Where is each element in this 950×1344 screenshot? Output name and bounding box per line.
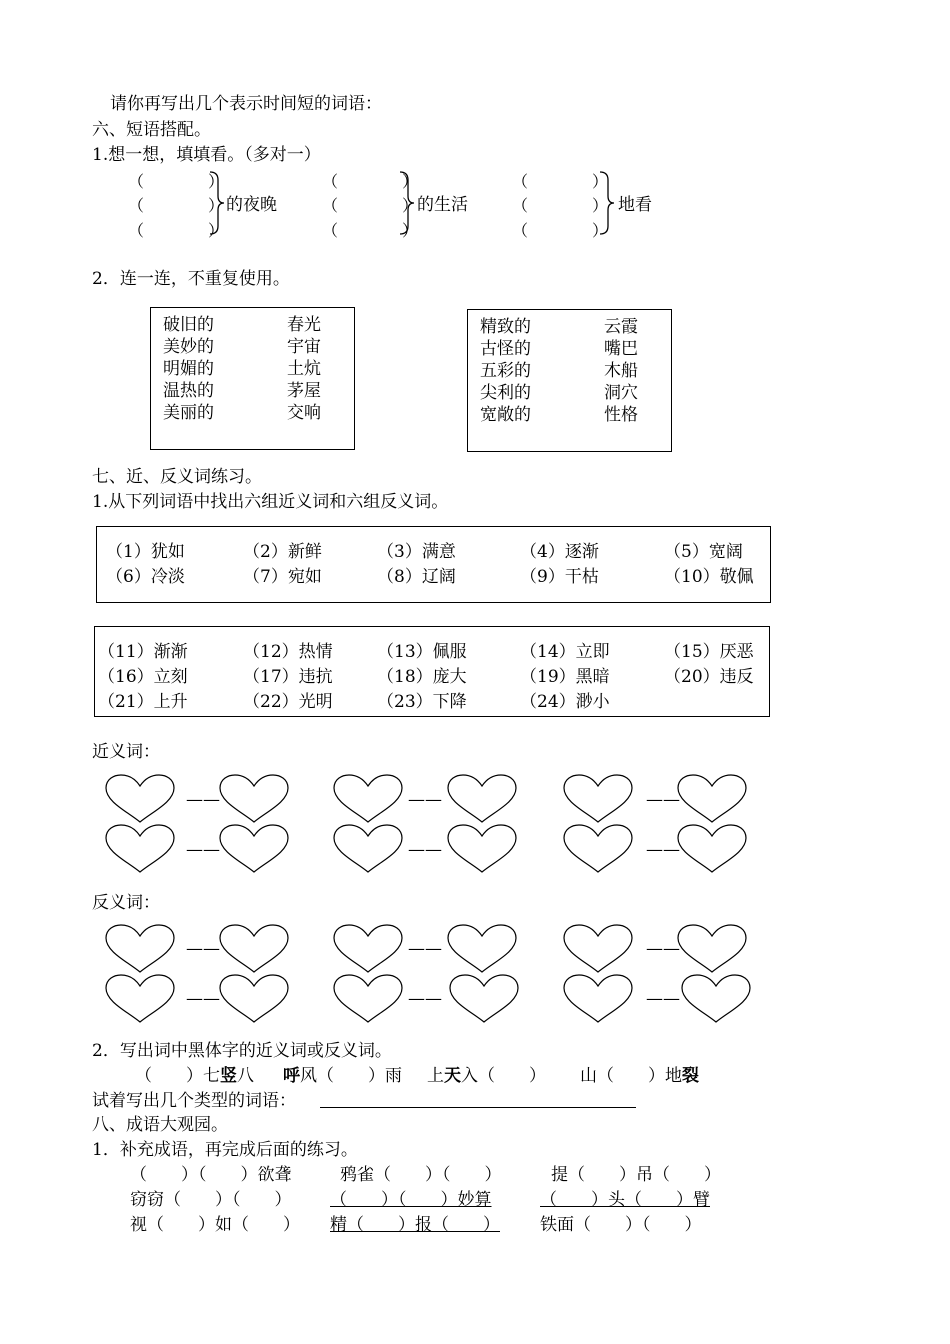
box2-left-word[interactable]: 五彩的 (480, 361, 531, 381)
dash: —— (186, 790, 220, 810)
antonyms-label: 反义词： (92, 893, 160, 913)
box1-left-word[interactable]: 美妙的 (163, 337, 214, 357)
question-6-1-title: 1.想一想，填填看。（多对一） (92, 145, 321, 165)
word-item: （18）庞大 (377, 667, 467, 687)
word-item: （11）渐渐 (98, 642, 188, 662)
brace-icon (398, 170, 416, 236)
box2-right-word[interactable]: 性格 (604, 405, 638, 425)
section-7-title: 七、近、反义词练习。 (92, 467, 262, 487)
idiom-fill[interactable]: 提（ ）吊（ ） (551, 1165, 721, 1185)
blank-paren[interactable]: （ ） (128, 172, 225, 191)
box2-right-word[interactable]: 嘴巴 (604, 339, 638, 359)
word-item: （19）黑暗 (520, 667, 610, 687)
dash: —— (186, 939, 220, 959)
word-item: （17）违抗 (243, 667, 333, 687)
dash: —— (408, 989, 442, 1009)
idiom-part: 山（ ）地 (580, 1066, 682, 1086)
word-item: （23）下降 (377, 692, 467, 712)
brace-icon (598, 170, 616, 236)
dash: —— (408, 840, 442, 860)
blank-paren[interactable]: （ ） (322, 172, 419, 191)
idiom-part: 上 (427, 1066, 444, 1086)
idiom-bold-item[interactable] (135, 1065, 254, 1087)
word-item: （16）立刻 (98, 667, 188, 687)
dash: —— (186, 840, 220, 860)
dash: —— (646, 790, 680, 810)
box1-left-word[interactable]: 破旧的 (163, 315, 214, 335)
word-item: （13）佩服 (377, 642, 467, 662)
word-item: （3）满意 (377, 542, 456, 562)
idiom-fill[interactable]: 鸦雀（ ）（ ） (340, 1165, 502, 1185)
group-label-night: 的夜晚 (226, 195, 277, 215)
dash: —— (186, 989, 220, 1009)
antonym-hearts[interactable] (100, 920, 760, 1030)
word-item: （1）犹如 (106, 542, 185, 562)
box1-right-word[interactable]: 宇宙 (287, 337, 321, 357)
synonyms-label: 近义词： (92, 742, 160, 762)
section-8-title: 八、成语大观园。 (92, 1115, 228, 1135)
box1-right-word[interactable]: 土炕 (287, 359, 321, 379)
box1-left-word[interactable]: 明媚的 (163, 359, 214, 379)
word-item: （20）违反 (664, 667, 754, 687)
box2-left-word[interactable]: 宽敞的 (480, 405, 531, 425)
word-box-1 (96, 526, 771, 603)
box2-left-word[interactable]: 古怪的 (480, 339, 531, 359)
box2-left-word[interactable]: 尖利的 (480, 383, 531, 403)
question-7-1-title: 1.从下列词语中找出六组近义词和六组反义词。 (92, 492, 449, 512)
word-item: （2）新鲜 (243, 542, 322, 562)
word-item: （21）上升 (98, 692, 188, 712)
idiom-bold-item[interactable] (283, 1065, 402, 1087)
idiom-fill-underlined[interactable]: 精（ ）报（ ） (330, 1215, 500, 1235)
question-8-1-title: 1．补充成语，再完成后面的练习。 (92, 1140, 358, 1160)
section-6-title: 六、短语搭配。 (92, 120, 211, 140)
group-label-look: 地看 (618, 195, 652, 215)
intro-line: 请你再写出几个表示时间短的词语： (110, 94, 382, 114)
blank-paren[interactable]: （ ） (512, 196, 609, 215)
bold-char: 裂 (682, 1066, 699, 1086)
dash: —— (646, 989, 680, 1009)
dash: —— (646, 840, 680, 860)
idiom-bold-item[interactable] (427, 1065, 546, 1087)
question-6-2-title: 2．连一连，不重复使用。 (92, 269, 290, 289)
box1-right-word[interactable]: 春光 (287, 315, 321, 335)
box1-right-word[interactable]: 交响 (287, 403, 321, 423)
word-item: （7）宛如 (243, 567, 322, 587)
word-item: （8）辽阔 (377, 567, 456, 587)
question-7-2-title: 2．写出词中黑体字的近义词或反义词。 (92, 1041, 392, 1061)
brace-icon (208, 170, 226, 236)
answer-blank-line[interactable] (320, 1107, 636, 1108)
word-item: （5）宽阔 (664, 542, 743, 562)
idiom-fill-underlined[interactable]: （ ）（ ）妙算 (330, 1190, 492, 1210)
box2-right-word[interactable]: 洞穴 (604, 383, 638, 403)
box1-left-word[interactable]: 温热的 (163, 381, 214, 401)
idiom-fill-underlined[interactable]: （ ）头（ ）臂 (540, 1190, 710, 1210)
word-item: （24）渺小 (520, 692, 610, 712)
dash: —— (646, 939, 680, 959)
idiom-part: 入（ ） (461, 1066, 546, 1086)
word-item: （15）厌恶 (664, 642, 754, 662)
idiom-part: （ ）七 (135, 1066, 220, 1086)
bold-char: 竖 (220, 1066, 237, 1086)
idiom-fill[interactable]: 窃窃（ ）（ ） (130, 1190, 292, 1210)
idiom-fill[interactable]: 铁面（ ）（ ） (540, 1215, 702, 1235)
group-label-life: 的生活 (417, 195, 468, 215)
bold-char: 天 (444, 1066, 461, 1086)
word-item: （12）热情 (243, 642, 333, 662)
dash: —— (408, 790, 442, 810)
blank-paren[interactable]: （ ） (128, 196, 225, 215)
blank-paren[interactable]: （ ） (128, 221, 225, 240)
try-line: 试着写出几个类型的词语： (92, 1091, 296, 1111)
blank-paren[interactable]: （ ） (512, 221, 609, 240)
idiom-fill[interactable]: （ ）（ ）欲聋 (130, 1165, 292, 1185)
box1-left-word[interactable]: 美丽的 (163, 403, 214, 423)
word-item: （4）逐渐 (520, 542, 599, 562)
idiom-bold-item[interactable] (580, 1065, 699, 1087)
word-item: （6）冷淡 (106, 567, 185, 587)
synonym-hearts[interactable] (100, 770, 760, 880)
box2-left-word[interactable]: 精致的 (480, 317, 531, 337)
box2-right-word[interactable]: 木船 (604, 361, 638, 381)
idiom-part: 风（ ）雨 (300, 1066, 402, 1086)
dash: —— (408, 939, 442, 959)
blank-paren[interactable]: （ ） (322, 196, 419, 215)
idiom-fill[interactable]: 视（ ）如（ ） (130, 1215, 300, 1235)
idiom-part: 八 (237, 1066, 254, 1086)
bold-char: 呼 (283, 1066, 300, 1086)
word-item: （22）光明 (243, 692, 333, 712)
word-item: （14）立即 (520, 642, 610, 662)
word-item: （10）敬佩 (664, 567, 754, 587)
box1-right-word[interactable]: 茅屋 (287, 381, 321, 401)
blank-paren[interactable]: （ ） (512, 172, 609, 191)
word-item: （9）干枯 (520, 567, 599, 587)
blank-paren[interactable]: （ ） (322, 221, 419, 240)
box2-right-word[interactable]: 云霞 (604, 317, 638, 337)
